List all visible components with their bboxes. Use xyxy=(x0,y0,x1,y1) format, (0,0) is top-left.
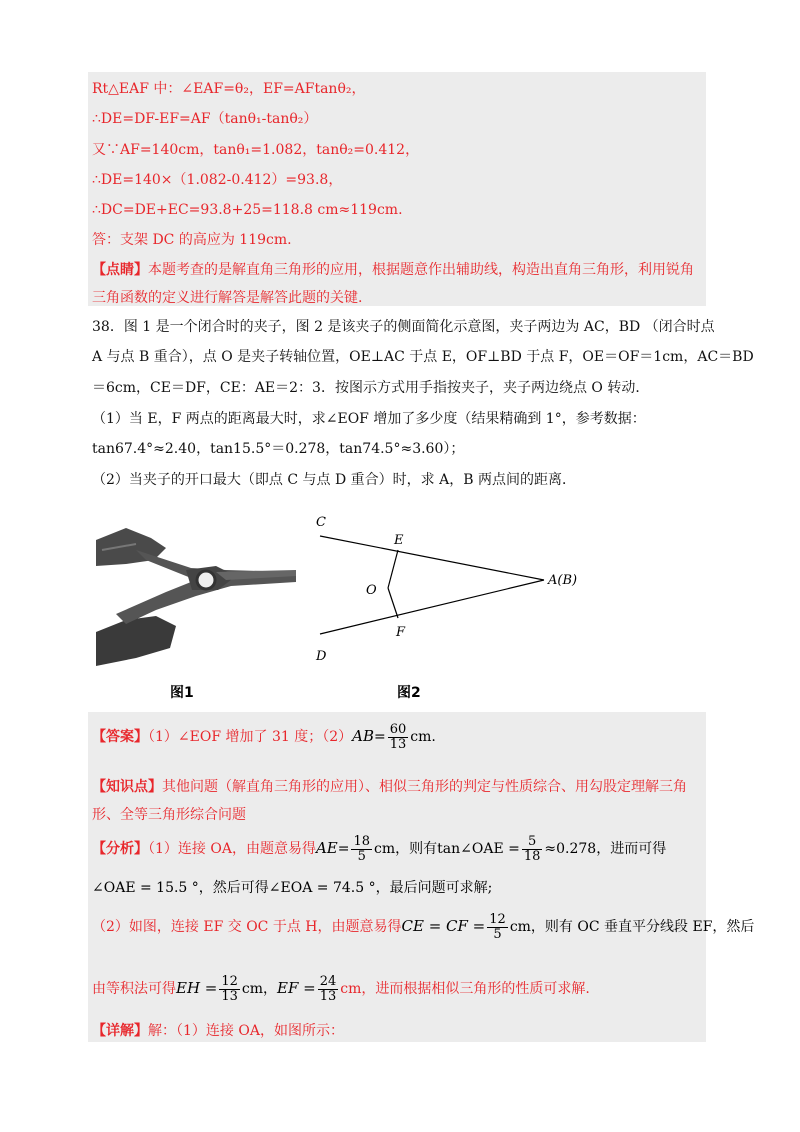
analysis-line-4: 由等积法可得EH = $\frac{12}{13}$ cm，EF = $\frac{24}{13}$ cm，进而根据相似三角形的性质可求解. xyxy=(92,973,590,1004)
figure-1-label: 图1 xyxy=(170,685,194,701)
answer-ab: AB xyxy=(352,727,374,745)
fraction-24-13: $\frac{24}{13}$ xyxy=(319,973,337,1004)
answer-line xyxy=(92,716,436,757)
label-D: D xyxy=(316,649,327,664)
answer-eq: = xyxy=(373,729,386,745)
figure-2-diagram xyxy=(312,508,592,666)
analysis-line-2: ∠OAE = 15.5 °，然后可得∠EOA = 74.5 °，最后问题可求解; xyxy=(92,880,493,896)
figure-2-label: 图2 xyxy=(397,685,421,701)
knowledge-line-1 xyxy=(92,778,687,796)
detail-tag: 【详解】 xyxy=(92,1023,148,1039)
answer-tag: 【答案】 xyxy=(92,729,148,745)
solution-line-5: ∴DC=DE+EC=93.8+25=118.8 cm≈119cm. xyxy=(92,202,403,218)
answer-fraction: $\frac{60}{13}$ xyxy=(389,721,407,752)
fraction-5-18: $\frac{5}{18}$ xyxy=(523,833,541,864)
label-O: O xyxy=(366,583,377,598)
segment-OE xyxy=(388,550,398,588)
answer-unit: cm. xyxy=(410,729,436,745)
fraction-12-13: $\frac{12}{13}$ xyxy=(221,973,238,1004)
solution-line-2: ∴DE=DF-EF=AF（tanθ₁-tanθ₂） xyxy=(92,111,318,127)
analysis-tag: 【分析】 xyxy=(92,841,148,857)
problem-line-5: tan67.4°≈2.40，tan15.5°＝0.278，tan74.5°≈3.60）； xyxy=(92,441,465,457)
detail-line xyxy=(92,1022,344,1040)
comment-line-1 xyxy=(92,261,694,279)
problem-line-1: 38．图 1 是一个闭合时的夹子，图 2 是该夹子的侧面简化示意图，夹子两边为 AC，BD （闭合时点 xyxy=(92,319,715,335)
analysis-line-1: 【分析】（1）连接 OA，由题意易得AE= $\frac{18}{5}$ cm，则有tan∠OAE = $\frac{5}{18}$ ≈0.278，进而可得 xyxy=(92,833,667,864)
figure-1-clip-photo xyxy=(96,520,298,666)
label-A-B: A(B) xyxy=(548,573,578,588)
knowledge-text-1: 其他问题（解直角三角形的应用）、相似三角形的判定与性质综合、用勾股定理解三角 xyxy=(162,779,687,795)
label-E: E xyxy=(394,533,404,548)
comment-line-2: 三角函数的定义进行解答是解答此题的关键. xyxy=(92,290,363,306)
label-F: F xyxy=(396,625,406,640)
problem-line-4: （1）当 E，F 两点的距离最大时，求∠EOF 增加了多少度（结果精确到 1°，参考数据： xyxy=(92,411,646,427)
problem-line-3: ＝6cm，CE＝DF，CE：AE＝2：3．按图示方式用手指按夹子，夹子两边绕点 O 转动． xyxy=(92,380,650,396)
problem-line-6: （2）当夹子的开口最大（即点 C 与点 D 重合）时，求 A，B 两点间的距离． xyxy=(92,472,576,488)
analysis-line-3: （2）如图，连接 EF 交 OC 于点 H，由题意易得CE = CF = $\frac{12}{5}$ cm，则有 OC 垂直平分线段 EF，然后 xyxy=(92,911,755,942)
solution-line-4: ∴DE=140×（1.082-0.412）=93.8， xyxy=(92,172,343,188)
segment-CA xyxy=(320,536,544,580)
segment-OF xyxy=(388,588,398,618)
knowledge-tag: 【知识点】 xyxy=(92,779,162,795)
segment-DB xyxy=(320,580,544,634)
comment-tag: 【点睛】 xyxy=(92,262,148,278)
comment-text-1: 本题考查的是解直角三角形的应用，根据题意作出辅助线，构造出直角三角形，利用锐角 xyxy=(148,262,694,278)
fraction-12-5: $\frac{12}{5}$ xyxy=(489,911,506,942)
label-C: C xyxy=(316,515,326,530)
fraction-18-5: $\frac{18}{5}$ xyxy=(353,833,371,864)
solution-answer-line: 答：支架 DC 的高应为 119cm. xyxy=(92,232,292,248)
problem-line-2: A 与点 B 重合），点 O 是夹子转轴位置，OE⊥AC 于点 E，OF⊥BD 于点 F，OE＝OF＝1cm，AC＝BD xyxy=(92,349,754,365)
solution-line-3: 又∵AF=140cm，tanθ₁=1.082，tanθ₂=0.412， xyxy=(92,142,420,158)
answer-part1: （1）∠EOF 增加了 31 度；（2） xyxy=(148,729,353,745)
solution-line-1: Rt△EAF 中：∠EAF=θ₂，EF=AFtanθ₂， xyxy=(92,81,366,97)
knowledge-line-2: 形、全等三角形综合问题 xyxy=(92,807,246,823)
detail-text: 解：（1）连接 OA，如图所示： xyxy=(148,1023,344,1039)
